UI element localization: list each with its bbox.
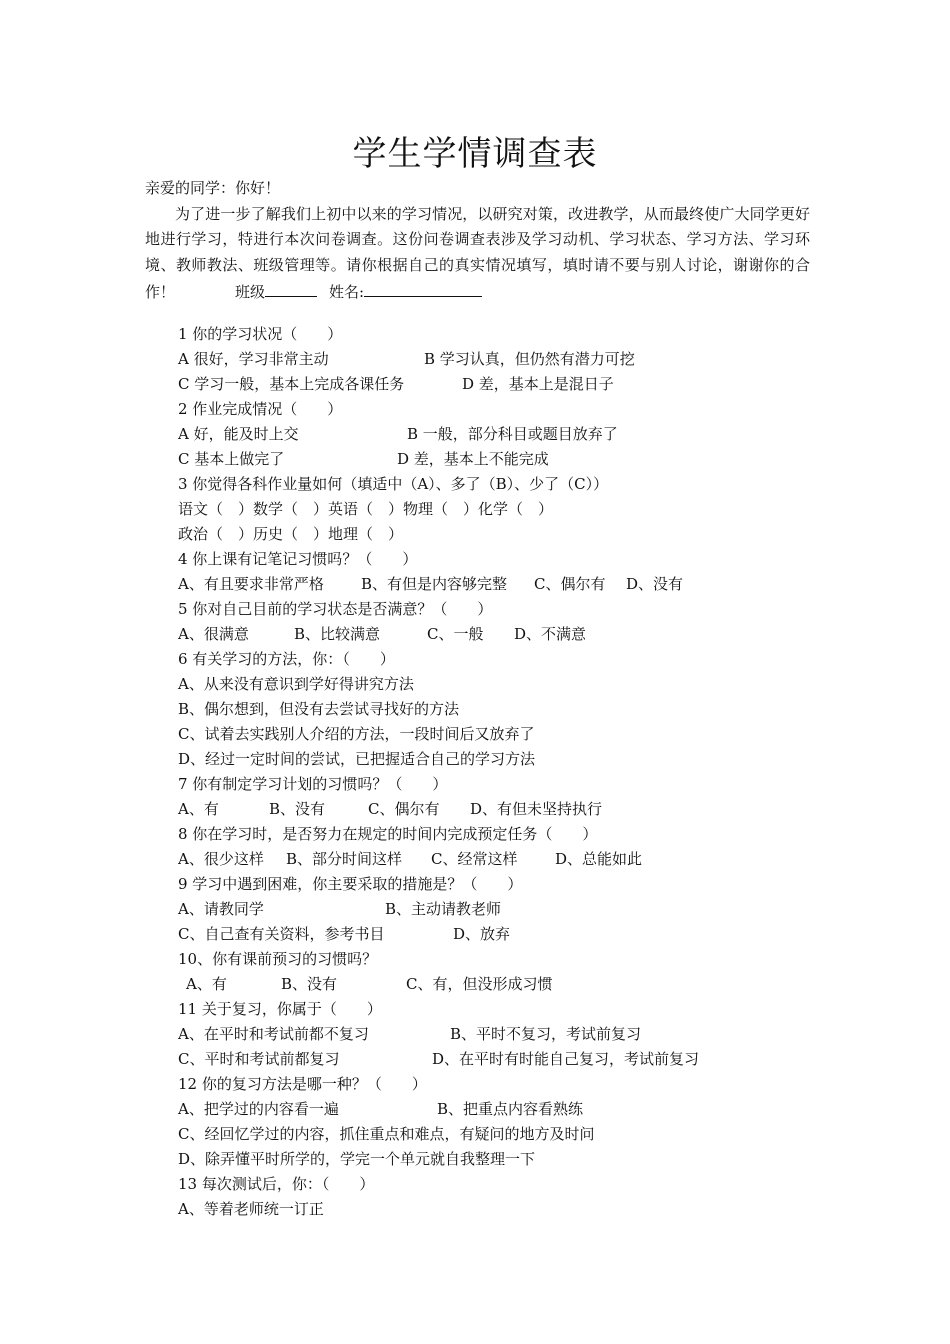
question-text: 4 你上课有记笔记习惯吗？（ ） — [178, 550, 418, 568]
option-text: C 基本上做完了 — [178, 450, 285, 468]
option-text: B、部分时间这样 — [286, 850, 403, 868]
option-text: C、偶尔有 — [534, 575, 606, 593]
option-text: B、没有 — [281, 975, 338, 993]
option-text: B、平时不复习，考试前复习 — [450, 1025, 642, 1043]
question-text: 7 你有制定学习计划的习惯吗？（ ） — [178, 775, 448, 793]
option-text: D、有但未坚持执行 — [470, 800, 603, 818]
question-text: 语文（ ）数学（ ）英语（ ）物理（ ）化学（ ） — [178, 500, 554, 518]
class-label: 班级 — [235, 283, 266, 301]
question-text: 10、你有课前预习的习惯吗？ — [178, 950, 378, 968]
class-blank[interactable] — [265, 278, 317, 297]
page-title: 学生学情调查表 — [352, 134, 598, 174]
question-text: 2 作业完成情况（ ） — [178, 400, 343, 418]
question-text: 3 你觉得各科作业量如何（填适中（A）、多了（B）、少了（C）） — [178, 475, 609, 493]
option-text: A 很好，学习非常主动 — [178, 350, 329, 368]
name-blank[interactable] — [364, 278, 482, 297]
option-text: D、总能如此 — [555, 850, 643, 868]
question-text: 9 学习中遇到困难，你主要采取的措施是？（ ） — [178, 875, 523, 893]
option-text: A、把学过的内容看一遍 — [178, 1100, 339, 1118]
option-text: C 学习一般，基本上完成各课任务 — [178, 375, 405, 393]
intro-section — [145, 176, 810, 306]
question-text: 政治（ ）历史（ ）地理（ ） — [178, 525, 404, 543]
option-text: B 一般，部分科目或题目放弃了 — [407, 425, 618, 443]
option-text: B、把重点内容看熟练 — [437, 1100, 584, 1118]
intro-paragraph — [145, 202, 810, 306]
option-text: C、自己查有关资料，参考书目 — [178, 925, 385, 943]
option-text: D、除弄懂平时所学的，学完一个单元就自我整理一下 — [178, 1150, 536, 1168]
option-text: A、有 — [186, 975, 227, 993]
greeting: 亲爱的同学：你好！ — [145, 179, 281, 197]
option-text: D、经过一定时间的尝试，已把握适合自己的学习方法 — [178, 750, 536, 768]
option-text: D、在平时有时能自己复习，考试前复习 — [432, 1050, 700, 1068]
option-text: A、有且要求非常严格 — [178, 575, 324, 593]
option-text: A 好，能及时上交 — [178, 425, 299, 443]
question-text: 1 你的学习状况（ ） — [178, 325, 343, 343]
option-text: A、等着老师统一订正 — [178, 1200, 324, 1218]
question-text: 11 关于复习，你属于（ ） — [178, 1000, 382, 1018]
question-text: 6 有关学习的方法，你：（ ） — [178, 650, 395, 668]
option-text: B、主动请教老师 — [385, 900, 502, 918]
option-text: D 差，基本上不能完成 — [397, 450, 549, 468]
option-text: C、经回忆学过的内容，抓住重点和难点，有疑问的地方及时问 — [178, 1125, 595, 1143]
option-text: A、请教同学 — [178, 900, 264, 918]
option-text: D、没有 — [626, 575, 684, 593]
option-text: C、经常这样 — [431, 850, 518, 868]
option-text: B、比较满意 — [294, 625, 381, 643]
option-text: B 学习认真，但仍然有潜力可挖 — [424, 350, 635, 368]
option-text: D 差，基本上是混日子 — [462, 375, 614, 393]
option-text: A、在平时和考试前都不复习 — [178, 1025, 369, 1043]
option-text: D、不满意 — [514, 625, 587, 643]
option-text: C、偶尔有 — [368, 800, 440, 818]
option-text: C、平时和考试前都复习 — [178, 1050, 340, 1068]
option-text: B、偶尔想到，但没有去尝试寻找好的方法 — [178, 700, 460, 718]
intro-text: 为了进一步了解我们上初中以来的学习情况，以研究对策，改进教学，从而最终使广大同学更好地进行学习，特进行本次问卷调查。这份问卷调查表涉及学习动机、学习状态、学习方法、学习环境、教师教法、班级管理等。请你根据自己的真实情况填写，填时请不要与别人讨论，谢谢你的合作！ — [145, 204, 810, 301]
option-text: B、没有 — [269, 800, 326, 818]
option-text: C、一般 — [427, 625, 484, 643]
question-text: 8 你在学习时，是否努力在规定的时间内完成预定任务（ ） — [178, 825, 598, 843]
name-label: 姓名: — [329, 283, 365, 301]
question-text: 5 你对自己目前的学习状态是否满意？（ ） — [178, 600, 493, 618]
option-text: A、有 — [178, 800, 219, 818]
option-text: C、试着去实践别人介绍的方法，一段时间后又放弃了 — [178, 725, 535, 743]
option-text: A、很少这样 — [178, 850, 264, 868]
option-text: D、放弃 — [453, 925, 511, 943]
option-text: C、有，但没形成习惯 — [406, 975, 553, 993]
option-text: A、从来没有意识到学好得讲究方法 — [178, 675, 414, 693]
question-text: 12 你的复习方法是哪一种？（ ） — [178, 1075, 427, 1093]
option-text: A、很满意 — [178, 625, 249, 643]
question-text: 13 每次测试后，你：（ ） — [178, 1175, 375, 1193]
option-text: B、有但是内容够完整 — [361, 575, 508, 593]
